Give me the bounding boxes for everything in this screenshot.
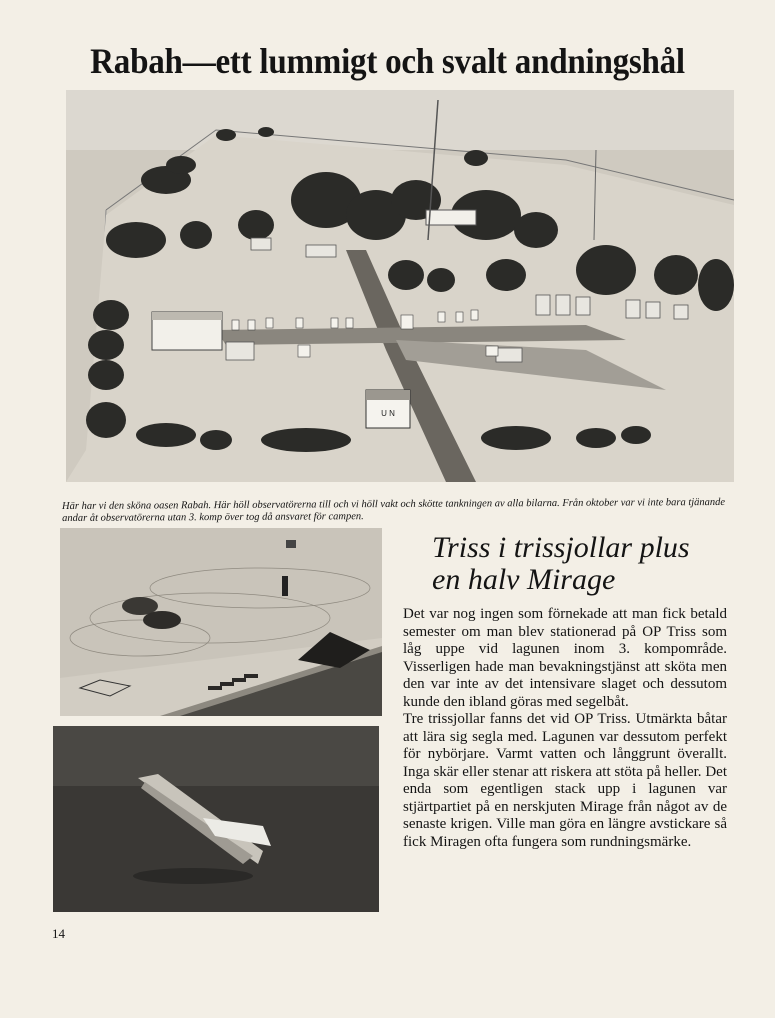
main-building-sign: U N — [381, 409, 395, 418]
oasis-aerial-photo — [66, 90, 734, 482]
article-paragraph-2: Tre trissjollar fanns det vid OP Triss. Utmärkta båtar att lära sig segla med. Lagunen var dessutom perfekt för nybörjare. Varmt vatten och långgrunt överallt. Inga skär eller stenar att riskera att stöta på heller. Det enda som egentligen stack upp i lagunen var stjärtpartiet på en nerskjuten Mirage från något av de senaste krigen. Ville man göra en längre avstickare så fick Miragen ofta fungera som rundningsmärke. — [403, 711, 727, 850]
article-title-line2: en halv Mirage — [432, 563, 616, 596]
article-title — [432, 532, 752, 596]
photo-caption: Här har vi den sköna oasen Rabah. Här höll observatörerna till och vi höll vakt och skötte tankningen av alla bilarna. Från oktober var vi inte bara tjänande andar åt observatörerna utan 3. komp över tog då ansvaret för campen. — [62, 496, 726, 524]
lagoon-post-photo — [60, 528, 382, 716]
article-body — [403, 606, 727, 851]
headline: Rabah—ett lummigt och svalt andningshål — [90, 41, 685, 81]
article-paragraph-1: Det var nog ingen som förnekade att man fick betald semester om man blev stationerad på OP Triss som låg uppe vid lagunen inom 3. kompområde. Visserligen hade man bevakningstjänst att sköta men den var inte av det intensivare slaget och dessutom kunde den ibland göras med segelbåt. — [403, 606, 727, 710]
page-number: 14 — [52, 926, 65, 941]
mirage-wreck-photo — [53, 726, 379, 912]
article-title-line1: Triss i trissjollar plus — [432, 531, 690, 564]
